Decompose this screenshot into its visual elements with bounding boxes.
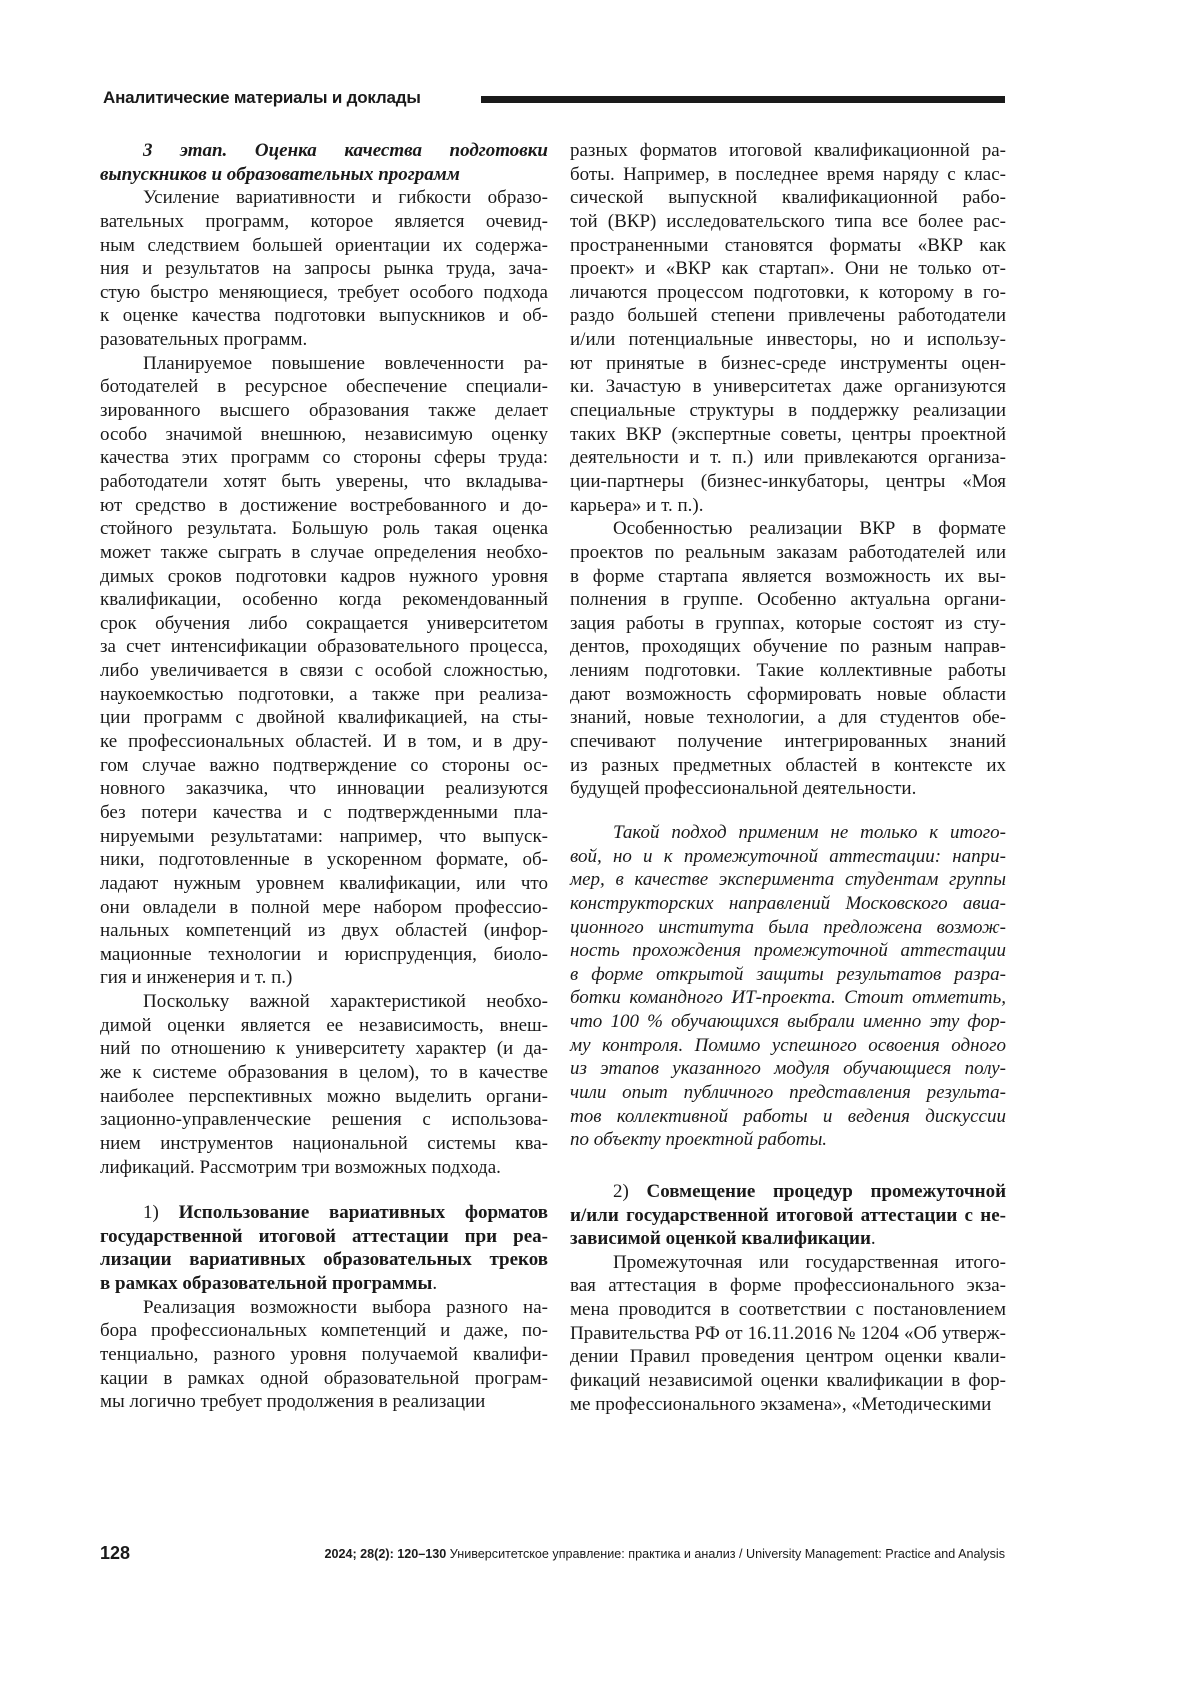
end-punctuation: . bbox=[432, 1273, 437, 1294]
text-line: будущей профессиональной деятельности. bbox=[570, 777, 1006, 801]
bold-text: Использование вариативных форматов bbox=[179, 1202, 548, 1223]
text-line: к оценке качества подготовки выпускников и об- bbox=[100, 304, 548, 328]
text-line: ции программ с двойной квалификацией, на сты- bbox=[100, 706, 548, 730]
numbered-subheading bbox=[100, 1201, 548, 1296]
text-line: наукоемкостью подготовки, а также при реализа- bbox=[100, 683, 548, 707]
right-column bbox=[570, 139, 1006, 1416]
text-line: ботодателей в ресурсное обеспечение специали- bbox=[100, 375, 548, 399]
text-line: зированного высшего образования также делает bbox=[100, 399, 548, 423]
text-line: Планируемое повышение вовлеченности ра- bbox=[100, 352, 548, 376]
text-line: димой оценки является ее независимость, внеш- bbox=[100, 1014, 548, 1038]
item-number: 2) bbox=[613, 1181, 647, 1202]
item-number: 1) bbox=[143, 1202, 179, 1223]
text-line: тенциально, разного уровня получаемой квалифи- bbox=[100, 1343, 548, 1367]
text-line: нием инструментов национальной системы ква- bbox=[100, 1132, 548, 1156]
text-line: ботки командного ИТ-проекта. Стоит отметить, bbox=[570, 986, 1006, 1010]
paragraph bbox=[570, 1251, 1006, 1416]
text-line: дении Правил проведения центром оценки квали- bbox=[570, 1345, 1006, 1369]
text-line: стойного результата. Большую роль такая оценка bbox=[100, 517, 548, 541]
text-line: ники, подготовленные в ускоренном формате, об- bbox=[100, 848, 548, 872]
text-line: ным следствием большей ориентации их содержа- bbox=[100, 234, 548, 258]
bold-text: в рамках образовательной программы bbox=[100, 1273, 432, 1294]
text-line: кации в рамках одной образовательной програм- bbox=[100, 1367, 548, 1391]
text-line: нируемыми результатами: например, что выпуск- bbox=[100, 825, 548, 849]
text-line: в форме открытой защиты результатов разра- bbox=[570, 963, 1006, 987]
text-line: из этапов указанного модуля обучающиеся полу- bbox=[570, 1057, 1006, 1081]
text-line: они овладели в полной мере набором профессио- bbox=[100, 896, 548, 920]
text-line: вой, но и к промежуточной аттестации: напри- bbox=[570, 845, 1006, 869]
text-line: проект» и «ВКР как стартап». Они не только от- bbox=[570, 257, 1006, 281]
text-line: выпускников и образовательных программ bbox=[100, 163, 548, 187]
paragraph bbox=[570, 139, 1006, 517]
bold-text: зависимой оценкой квалификации bbox=[570, 1228, 871, 1249]
text-line bbox=[100, 1201, 548, 1225]
text-line: Такой подход применим не только к итого- bbox=[570, 821, 1006, 845]
text-line: Особенностью реализации ВКР в формате bbox=[570, 517, 1006, 541]
text-line: Усиление вариативности и гибкости образо- bbox=[100, 186, 548, 210]
text-line: зация работы в группах, которые состоят из сту- bbox=[570, 612, 1006, 636]
text-line: раздо большей степени привлечены работодатели bbox=[570, 304, 1006, 328]
text-line: 3 этап. Оценка качества подготовки bbox=[100, 139, 548, 163]
text-line: знаний, новые технологии, а для студентов обе- bbox=[570, 706, 1006, 730]
text-line: лениям подготовки. Такие коллективные работы bbox=[570, 659, 1006, 683]
text-line bbox=[570, 1204, 1006, 1228]
text-line: полнения в группе. Особенно актуальна органи- bbox=[570, 588, 1006, 612]
text-line: мационные технологии и юриспруденция, биоло- bbox=[100, 943, 548, 967]
text-line: тов коллективной работы и ведения дискуссии bbox=[570, 1105, 1006, 1129]
journal-title: Университетское управление: практика и анализ / University Management: Practice and Analysis bbox=[446, 1547, 1005, 1561]
text-line: срок обучения либо сокращается университетом bbox=[100, 612, 548, 636]
text-line: ладают нужным уровнем квалификации, или что bbox=[100, 872, 548, 896]
text-line: ют средство в достижение востребованного и до- bbox=[100, 494, 548, 518]
text-line: Промежуточная или государственная итого- bbox=[570, 1251, 1006, 1275]
text-line: из разных предметных областей в контексте их bbox=[570, 754, 1006, 778]
text-line: личаются процессом подготовки, к которому в го- bbox=[570, 281, 1006, 305]
bold-text: и/или государственной итоговой аттестации с не- bbox=[570, 1205, 1006, 1226]
paragraph bbox=[100, 990, 548, 1179]
section-heading bbox=[100, 139, 548, 186]
text-line: мена проводится в соответствии с постановлением bbox=[570, 1298, 1006, 1322]
text-line bbox=[100, 1272, 548, 1296]
text-line bbox=[100, 1225, 548, 1249]
text-line: димых сроков подготовки кадров нужного уровня bbox=[100, 565, 548, 589]
text-line: же к системе образования в целом), то в качестве bbox=[100, 1061, 548, 1085]
header-rule bbox=[481, 96, 1005, 103]
text-line: му контроля. Помимо успешного освоения одного bbox=[570, 1034, 1006, 1058]
bold-text: государственной итоговой аттестации при реа- bbox=[100, 1226, 548, 1247]
text-line: может также сыграть в случае определения необхо- bbox=[100, 541, 548, 565]
text-line: Правительства РФ от 16.11.2016 № 1204 «Об утверж- bbox=[570, 1322, 1006, 1346]
text-line: сической выпускной квалификационной рабо- bbox=[570, 186, 1006, 210]
text-line: бора профессиональных компетенций и даже, по- bbox=[100, 1319, 548, 1343]
text-line: новного заказчика, что инновации реализуются bbox=[100, 777, 548, 801]
text-line: фикаций независимой оценки квалификации в фор- bbox=[570, 1369, 1006, 1393]
text-line: и/или потенциальные инвесторы, но и использу- bbox=[570, 328, 1006, 352]
end-punctuation: . bbox=[871, 1228, 876, 1249]
text-line: гом случае важно подтверждение со стороны ос- bbox=[100, 754, 548, 778]
text-line: специальные структуры в поддержку реализации bbox=[570, 399, 1006, 423]
text-line: ки. Зачастую в университетах даже организуются bbox=[570, 375, 1006, 399]
paragraph bbox=[100, 1296, 548, 1414]
page-number: 128 bbox=[100, 1543, 130, 1564]
text-line: дентов, проходящих обучение по разным направ- bbox=[570, 635, 1006, 659]
text-line: вая аттестация в форме профессионального экза- bbox=[570, 1274, 1006, 1298]
citation-issue: 2024; 28(2): 120–130 bbox=[324, 1547, 446, 1561]
text-line: либо увеличивается в связи с особой сложностью, bbox=[100, 659, 548, 683]
text-line bbox=[100, 1248, 548, 1272]
text-line: спечивают получение интегрированных знаний bbox=[570, 730, 1006, 754]
section-title: Аналитические материалы и доклады bbox=[103, 88, 421, 108]
text-line: ции-партнеры (бизнес-инкубаторы, центры «Моя bbox=[570, 470, 1006, 494]
paragraph bbox=[570, 517, 1006, 801]
text-line: мер, в качестве эксперимента студентам группы bbox=[570, 868, 1006, 892]
text-line: конструкторских направлений Московского авиа- bbox=[570, 892, 1006, 916]
text-line: ме профессионального экзамена», «Методическими bbox=[570, 1393, 1006, 1417]
text-line: той (ВКР) исследовательского типа все более рас- bbox=[570, 210, 1006, 234]
text-line: дают возможность сформировать новые области bbox=[570, 683, 1006, 707]
text-line: гия и инженерия и т. п.) bbox=[100, 966, 548, 990]
text-line: ния и результатов на запросы рынка труда, зача- bbox=[100, 257, 548, 281]
text-line bbox=[570, 1227, 1006, 1251]
text-line: разовательных программ. bbox=[100, 328, 548, 352]
italic-paragraph bbox=[570, 821, 1006, 1152]
text-line: ют принятые в бизнес-среде инструменты оцен- bbox=[570, 352, 1006, 376]
text-line: мы логично требует продолжения в реализации bbox=[100, 1390, 548, 1414]
text-line: наиболее перспективных можно выделить органи- bbox=[100, 1085, 548, 1109]
text-line: ность прохождения промежуточной аттестации bbox=[570, 939, 1006, 963]
text-line: в форме стартапа является возможность их вы- bbox=[570, 565, 1006, 589]
journal-citation bbox=[295, 1547, 1005, 1561]
text-line: качества этих программ со стороны сферы труда: bbox=[100, 446, 548, 470]
text-line: работодатели хотят быть уверены, что вкладыва- bbox=[100, 470, 548, 494]
text-line: нальных компетенций из двух областей (инфор- bbox=[100, 919, 548, 943]
text-line: вательных программ, которое является очевид- bbox=[100, 210, 548, 234]
text-line: ний по отношению к университету характер (и да- bbox=[100, 1037, 548, 1061]
paragraph bbox=[100, 186, 548, 351]
text-line: Реализация возможности выбора разного на- bbox=[100, 1296, 548, 1320]
text-line: карьера» и т. п.). bbox=[570, 494, 1006, 518]
text-line: Поскольку важной характеристикой необхо- bbox=[100, 990, 548, 1014]
text-line bbox=[570, 1180, 1006, 1204]
numbered-subheading bbox=[570, 1180, 1006, 1251]
text-line: без потери качества и с подтвержденными пла- bbox=[100, 801, 548, 825]
text-line: за счет интенсификации образовательного процесса, bbox=[100, 635, 548, 659]
text-line: чили опыт публичного представления результа- bbox=[570, 1081, 1006, 1105]
text-line: разных форматов итоговой квалификационной ра- bbox=[570, 139, 1006, 163]
text-line: деятельности и т. п.) или привлекаются организа- bbox=[570, 446, 1006, 470]
text-line: пространенными становятся форматы «ВКР как bbox=[570, 234, 1006, 258]
text-line: по объекту проектной работы. bbox=[570, 1128, 1006, 1152]
text-line: стую быстро меняющиеся, требует особого подхода bbox=[100, 281, 548, 305]
text-line: особо значимой внешнюю, независимую оценку bbox=[100, 423, 548, 447]
text-line: проектов по реальным заказам работодателей или bbox=[570, 541, 1006, 565]
bold-text: Совмещение процедур промежуточной bbox=[647, 1181, 1007, 1202]
left-column bbox=[100, 139, 548, 1414]
text-line: ционного института была предложена возмож- bbox=[570, 916, 1006, 940]
text-line: лификаций. Рассмотрим три возможных подхода. bbox=[100, 1156, 548, 1180]
paragraph bbox=[100, 352, 548, 990]
text-line: что 100 % обучающихся выбрали именно эту фор- bbox=[570, 1010, 1006, 1034]
text-line: боты. Например, в последнее время наряду с клас- bbox=[570, 163, 1006, 187]
running-header bbox=[103, 88, 1005, 114]
text-line: зационно-управленческие решения с использова- bbox=[100, 1108, 548, 1132]
text-line: таких ВКР (экспертные советы, центры проектной bbox=[570, 423, 1006, 447]
bold-text: лизации вариативных образовательных треков bbox=[100, 1249, 548, 1270]
text-line: квалификации, особенно когда рекомендованный bbox=[100, 588, 548, 612]
text-line: ке профессиональных областей. И в том, и в дру- bbox=[100, 730, 548, 754]
